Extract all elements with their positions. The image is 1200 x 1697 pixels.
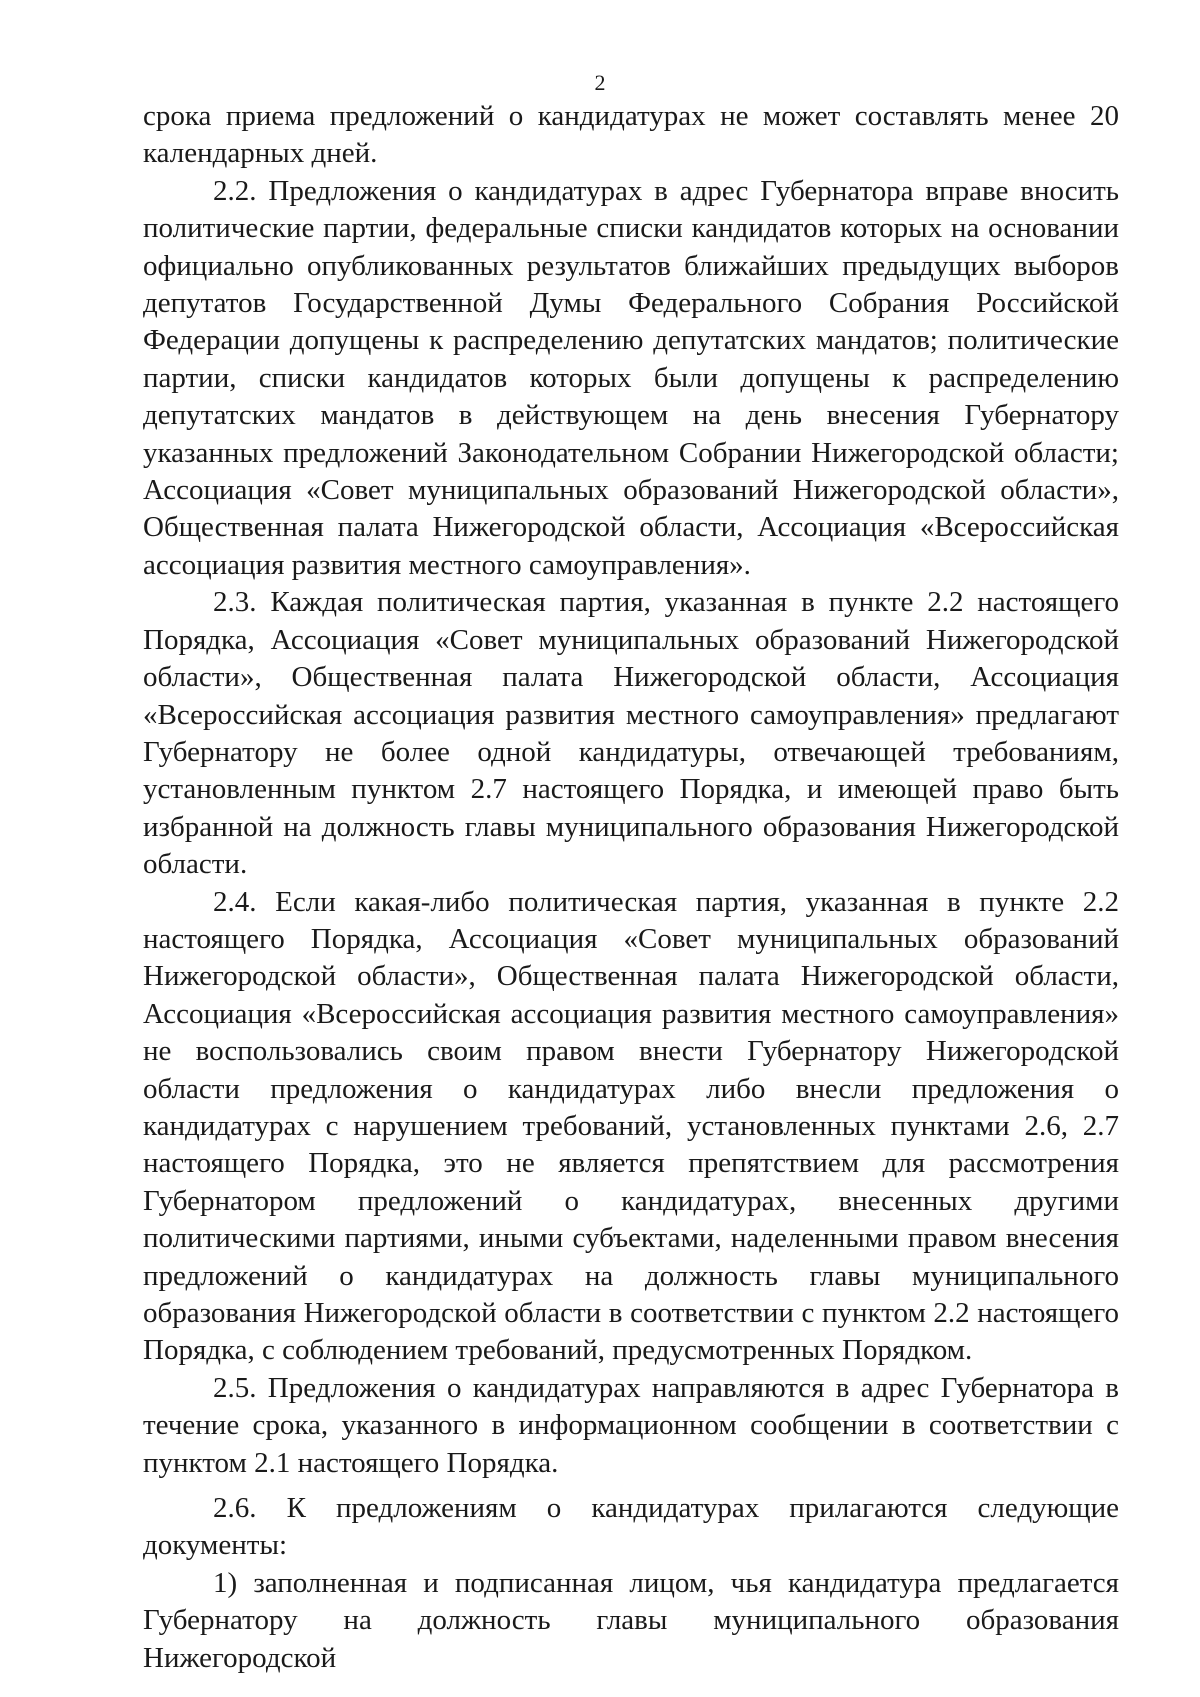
- paragraph-2-6: 2.6. К предложениям о кандидатурах прилагаются следующие документы:: [143, 1492, 1119, 1562]
- paragraph-2-2: 2.2. Предложения о кандидатурах в адрес Губернатора вправе вносить политические партии, федеральные списки кандидатов которых на основании официально опубликованных результатов ближайших предыдущих выборов депутатов Государственной Думы Федерального Собрания Российской Федерации допущены к распределению депутатских мандатов; политические партии, списки кандидатов которых были допущены к распределению депутатских мандатов в действующем на день внесения Губернатору указанных предложений Законодательном Собрании Нижегородской области; Ассоциация «Совет муниципальных образований Нижегородской области», Общественная палата Нижегородской области, Ассоциация «Всероссийская ассоциация развития местного самоуправления».: [143, 174, 1119, 581]
- page-number: 2: [594, 70, 606, 95]
- paragraph-continuation: срока приема предложений о кандидатурах не может составлять менее 20 календарных дней.: [143, 100, 1119, 170]
- paragraph-2-5: 2.5. Предложения о кандидатурах направляются в адрес Губернатора в течение срока, указанного в информационном сообщении в соответствии с пунктом 2.1 настоящего Порядка.: [143, 1371, 1119, 1479]
- paragraph-2-6-item-1: 1) заполненная и подписанная лицом, чья кандидатура предлагается Губернатору на должность главы муниципального образования Нижегородской: [143, 1566, 1119, 1674]
- paragraph-2-4: 2.4. Если какая-либо политическая партия, указанная в пункте 2.2 настоящего Порядка, Ассоциация «Совет муниципальных образований Нижегородской области», Общественная палата Нижегородской области, Ассоциация «Всероссийская ассоциация развития местного самоуправления» не воспользовались своим правом внести Губернатору Нижегородской области предложения о кандидатурах либо внесли предложения о кандидатурах с нарушением требований, установленных пунктами 2.6, 2.7 настоящего Порядка, это не является препятствием для рассмотрения Губернатором предложений о кандидатурах, внесенных другими политическими партиями, иными субъектами, наделенными правом внесения предложений о кандидатурах на должность главы муниципального образования Нижегородской области в соответствии с пунктом 2.2 настоящего Порядка, с соблюдением требований, предусмотренных Порядком.: [143, 885, 1119, 1367]
- paragraph-2-3: 2.3. Каждая политическая партия, указанная в пункте 2.2 настоящего Порядка, Ассоциация «Совет муниципальных образований Нижегородской области», Общественная палата Нижегородской области, Ассоциация «Всероссийская ассоциация развития местного самоуправления» предлагают Губернатору не более одной кандидатуры, отвечающей требованиям, установленным пунктом 2.7 настоящего Порядка, и имеющей право быть избранной на должность главы муниципального образования Нижегородской области.: [143, 586, 1119, 881]
- document-body: [143, 98, 1119, 1677]
